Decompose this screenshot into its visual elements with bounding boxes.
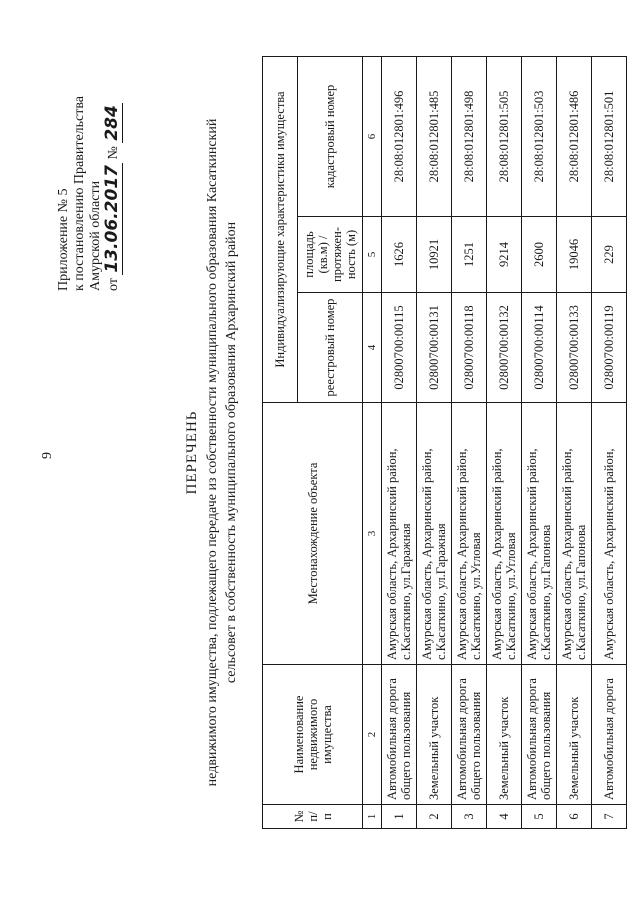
handwritten-date: 13.06.2017 xyxy=(102,165,122,273)
column-index: 5 xyxy=(363,217,382,293)
property-name: Автомобильная дорога общего пользования xyxy=(382,665,417,805)
header-cadastral: кадастровый номер xyxy=(298,57,363,217)
property-location: Амурская область, Архаринский район, с.Касаткино, ул.Угловая xyxy=(487,403,522,665)
property-area: 10921 xyxy=(417,217,452,293)
column-index: 4 xyxy=(363,293,382,403)
appendix-block xyxy=(56,96,122,291)
property-name: Земельный участок xyxy=(557,665,592,805)
document-subtitle-line-2: сельсовет в собственность муниципального образования Архаринский район xyxy=(224,221,239,684)
row-number: 4 xyxy=(487,805,522,829)
row-number: 2 xyxy=(417,805,452,829)
cadastral-number: 28:08:012801:498 xyxy=(452,57,487,217)
property-area: 9214 xyxy=(487,217,522,293)
cadastral-number: 28:08:012801:505 xyxy=(487,57,522,217)
property-area: 229 xyxy=(592,217,627,293)
table-row xyxy=(417,57,452,829)
row-number: 1 xyxy=(382,805,417,829)
header-characteristics: Индивидуализирующие характеристики имущества xyxy=(263,57,298,403)
appendix-date-line xyxy=(104,96,122,291)
property-area: 2600 xyxy=(522,217,557,293)
property-location: Амурская область, Архаринский район, с.Касаткино, ул.Угловая xyxy=(452,403,487,665)
property-location: Амурская область, Архаринский район, с.Касаткино, ул.Гапонова xyxy=(522,403,557,665)
registry-number: 02800700:00118 xyxy=(452,293,487,403)
registry-number: 02800700:00114 xyxy=(522,293,557,403)
cadastral-number: 28:08:012801:486 xyxy=(557,57,592,217)
table-row xyxy=(382,57,417,829)
property-location: Амурская область, Архаринский район, с.Касаткино, ул.Гаражная xyxy=(417,403,452,665)
property-name: Автомобильная дорога общего пользования xyxy=(452,665,487,805)
property-location: Амурская область, Архаринский район, с.Касаткино, ул.Гапонова xyxy=(557,403,592,665)
registry-number: 02800700:00115 xyxy=(382,293,417,403)
document-title: ПЕРЕЧЕНЬ xyxy=(184,410,200,495)
header-registry: реестровый номер xyxy=(298,293,363,403)
date-prefix: от xyxy=(106,278,121,291)
appendix-line-2: к постановлению Правительства xyxy=(72,95,87,291)
registry-number: 02800700:00119 xyxy=(592,293,627,403)
property-name: Земельный участок xyxy=(487,665,522,805)
column-index-row xyxy=(363,57,382,829)
column-index: 1 xyxy=(363,805,382,829)
cadastral-number: 28:08:012801:501 xyxy=(592,57,627,217)
table-header-row xyxy=(263,57,298,829)
number-prefix: № xyxy=(106,146,121,160)
column-index: 3 xyxy=(363,403,382,665)
property-name: Автомобильная дорога общего пользования xyxy=(522,665,557,805)
property-area: 19046 xyxy=(557,217,592,293)
cadastral-number: 28:08:012801:485 xyxy=(417,57,452,217)
cadastral-number: 28:08:012801:496 xyxy=(382,57,417,217)
column-index: 2 xyxy=(363,665,382,805)
row-number: 5 xyxy=(522,805,557,829)
column-index: 6 xyxy=(363,57,382,217)
property-location: Амурская область, Архаринский район, с.Касаткино, ул.Гаражная xyxy=(382,403,417,665)
row-number: 3 xyxy=(452,805,487,829)
property-area: 1626 xyxy=(382,217,417,293)
header-num: № п/п xyxy=(263,805,363,829)
property-location: Амурская область, Архаринский район, xyxy=(592,403,627,665)
page-number: 9 xyxy=(40,452,55,459)
registry-number: 02800700:00131 xyxy=(417,293,452,403)
document-subtitle-line-1: недвижимого имущества, подлежащего передаче из собственности муниципального образования Касаткинский xyxy=(205,118,220,787)
cadastral-number: 28:08:012801:503 xyxy=(522,57,557,217)
row-number: 7 xyxy=(592,805,627,829)
registry-number: 02800700:00132 xyxy=(487,293,522,403)
appendix-line-3: Амурской области xyxy=(88,180,103,291)
registry-number: 02800700:00133 xyxy=(557,293,592,403)
table-row xyxy=(557,57,592,829)
property-name: Земельный участок xyxy=(417,665,452,805)
table-row xyxy=(452,57,487,829)
table-row xyxy=(522,57,557,829)
property-name: Автомобильная дорога xyxy=(592,665,627,805)
row-number: 6 xyxy=(557,805,592,829)
appendix-line-1: Приложение № 5 xyxy=(56,188,71,291)
property-area: 1251 xyxy=(452,217,487,293)
header-name: Наименование недвижимого имущества xyxy=(263,665,363,805)
header-location: Местонахождение объекта xyxy=(263,403,363,665)
table-row xyxy=(592,57,627,829)
property-table xyxy=(262,56,627,829)
table-row xyxy=(487,57,522,829)
header-area: площадь (кв.м) / протяжен-ность (м) xyxy=(298,217,363,293)
handwritten-number: 284 xyxy=(102,105,122,141)
